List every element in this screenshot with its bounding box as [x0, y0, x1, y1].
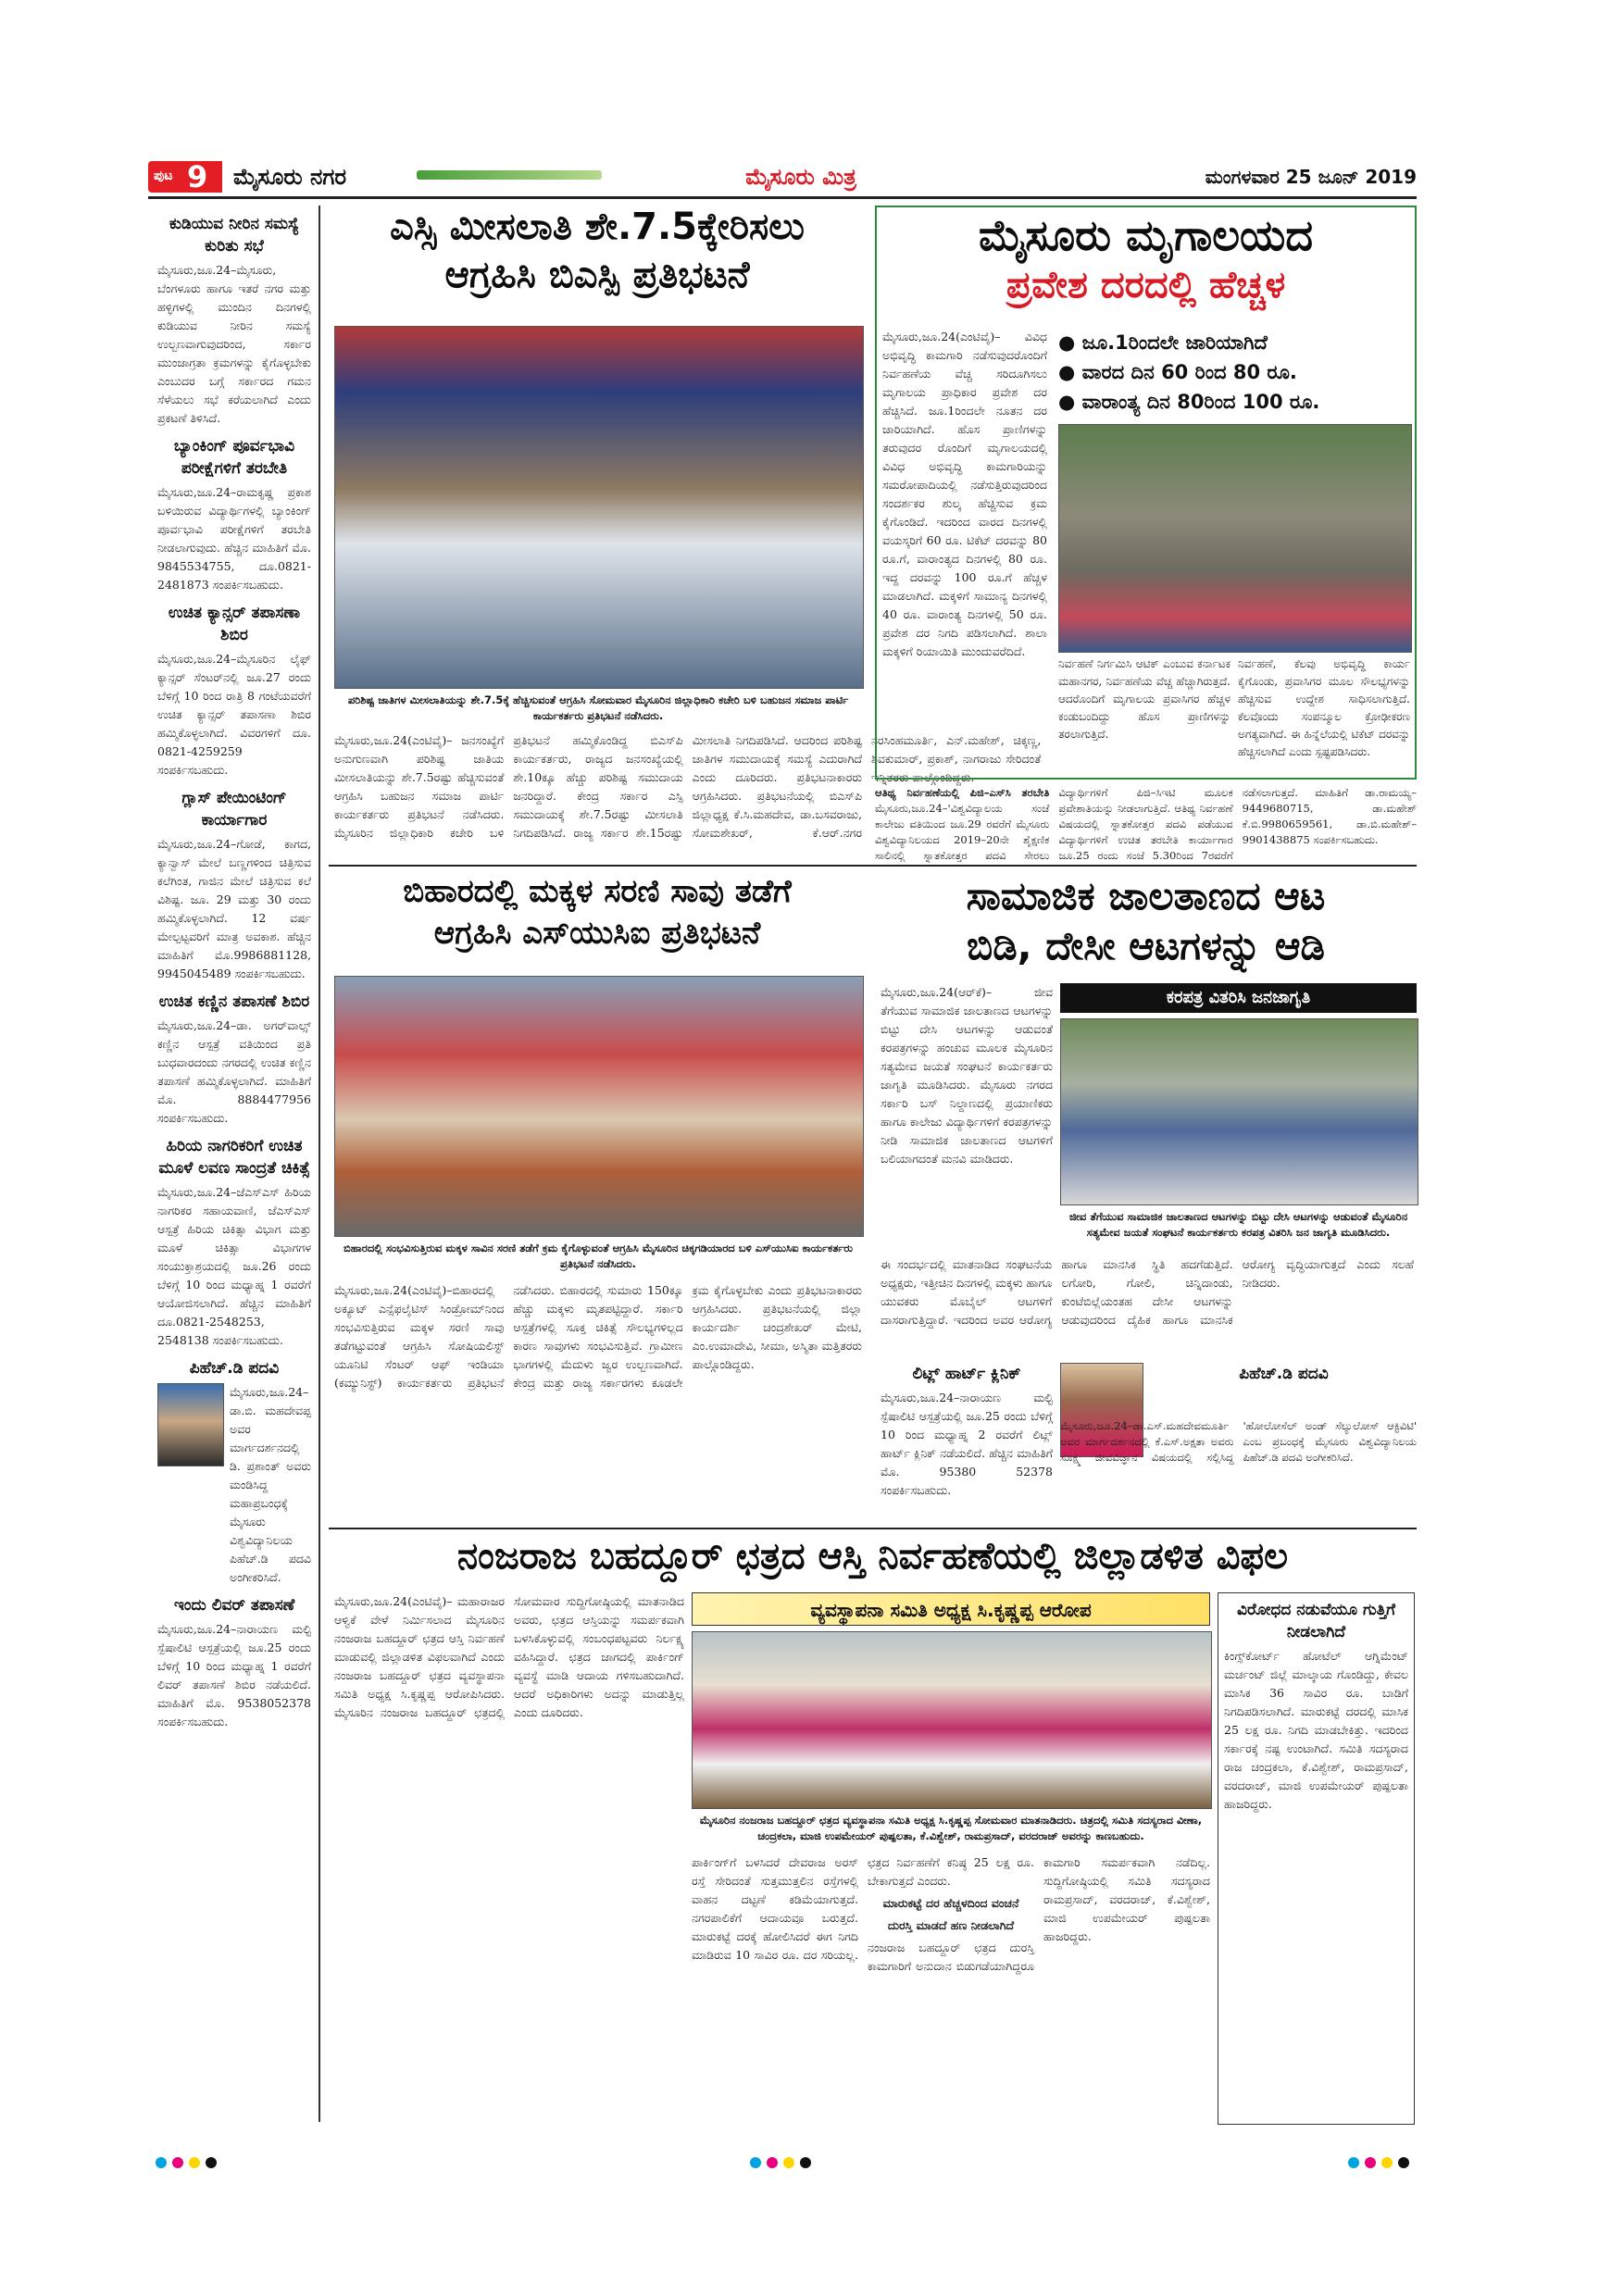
page-number-badge: [148, 161, 222, 193]
little-heart-body: ಮೈಸೂರು,ಜೂ.24–ನಾರಾಯಣ ಮಲ್ಟಿ ಸ್ಪೆಷಾಲಿಟಿ ಆಸ್ಪತ್ರೆಯಲ್ಲಿ ಜೂ.25 ರಂದು ಬೆಳಿಗ್ಗೆ 10 ರಿಂದ ಮಧ್ಯಾಹ್ನ 2 ರವರೆಗೆ ಲಿಟ್ಲ್ ಹಾರ್ಟ್ ಕ್ಲಿನಿಕ್ ನಡೆಯಲಿದೆ. ಹೆಚ್ಚಿನ ಮಾಹಿತಿಗೆ ಮೊ. 95380 52378 ಸಂಪರ್ಕಿಸಬಹುದು.: [881, 1391, 1053, 1497]
brief-item: [157, 1594, 311, 1731]
registration-dot-yellow: [1381, 2157, 1393, 2168]
games-body-left: ಮೈಸೂರು,ಜೂ.24(ಆರ್‌ಕೆ)– ಜೀವ ತೆಗೆಯುವ ಸಾಮಾಜಿಕ ಜಾಲತಾಣದ ಆಟಗಳನ್ನು ಬಿಟ್ಟು ದೇಸಿ ಆಟಗಳನ್ನು ಆಡುವಂತೆ ಕರಪತ್ರಗಳನ್ನು ಹಂಚುವ ಮೂಲಕ ಮೈಸೂರಿನ ಸತ್ಯಮೇವ ಜಯತೆ ಸಂಘಟನೆ ಕಾರ್ಯಕರ್ತರು ಜಾಗೃತಿ ಮೂಡಿಸಿದರು. ಮೈಸೂರು ನಗರದ ಸರ್ಕಾರಿ ಬಸ್ ನಿಲ್ದಾಣದಲ್ಲಿ ಪ್ರಯಾಣಿಕರು ಹಾಗೂ ಕಾಲೇಜು ವಿದ್ಯಾರ್ಥಿಗಳಿಗೆ ಕರಪತ್ರಗಳನ್ನು ನೀಡಿ ಸಾಮಾಜಿಕ ಜಾಲತಾಣದ ಆಟಗಳಿಗೆ ಬಲಿಯಾಗದಂತೆ ಮನವಿ ಮಾಡಿದರು.: [881, 985, 1053, 1166]
brief-title: ಉಚಿತ ಕ್ಯಾನ್ಸರ್ ತಪಾಸಣಾ ಶಿಬಿರ: [168, 604, 301, 644]
brief-body: ಮೈಸೂರು,ಜೂ.24–ರಾಮಕೃಷ್ಣ ಪ್ರಕಾಶ ಬಳಿಯಿರುವ ವಿದ್ಯಾರ್ಥಿಗಳಲ್ಲಿ ಬ್ಯಾಂಕಿಂಗ್ ಪೂರ್ವಭಾವಿ ಪರೀಕ್ಷೆಗಳಿಗೆ ತರಬೇತಿ ನೀಡಲಾಗುವುದು. ಹೆಚ್ಚಿನ ಮಾಹಿತಿಗೆ ಮೊ. 9845534755, ದೂ.0821-2481873 ಸಂಪರ್ಕಿಸಬಹುದು.: [157, 485, 311, 592]
registration-dot-black: [800, 2157, 811, 2168]
registration-dot-magenta: [172, 2157, 183, 2168]
brief-body: ಮೈಸೂರು,ಜೂ.24–ನಾರಾಯಣ ಮಲ್ಟಿ ಸ್ಪೆಷಾಲಿಟಿ ಆಸ್ಪತ್ರೆಯಲ್ಲಿ ಜೂ.25 ರಂದು ಬೆಳಿಗ್ಗೆ 10 ರಿಂದ ಮಧ್ಯಾಹ್ನ 1 ರವರೆಗೆ ಲಿವರ್ ತಪಾಸಣೆ ಶಿಬಿರ ನಡೆಯಲಿದೆ. ಮಾಹಿತಿಗೆ ಮೊ. 9538052378 ಸಂಪರ್ಕಿಸಬಹುದು.: [157, 1622, 311, 1728]
brief-item: [157, 435, 311, 594]
brief-title: ಗ್ಲಾಸ್ ಪೇಯಿಂಟಿಂಗ್ ಕಾರ್ಯಾಗಾರ: [181, 789, 287, 830]
header-date: ಮಂಗಳವಾರ 25 ಜೂನ್ 2019: [1205, 166, 1417, 188]
header-green-rule: [417, 170, 602, 180]
left-briefs-column: [157, 206, 320, 2122]
page-label: ಪುಟ: [154, 168, 173, 183]
page-header: [148, 159, 1417, 196]
brief-item: [157, 991, 311, 1128]
zoo-body-right: ನಿರ್ವಹಣೆ, ಕೆಲವು ಅಭಿವೃದ್ಧಿ ಕಾರ್ಯ ಕೈಗೊಂಡು, ಪ್ರವಾಸಿಗರ ಮೂಲ ಸೌಲಭ್ಯಗಳನ್ನು ಹೆಚ್ಚಿಸುವ ಉದ್ದೇಶ ಸಾಧಿಸಲಾಗುತ್ತಿದೆ. ಕೆಲವೊಂದು ಸಂಪನ್ಮೂಲ ಕ್ರೋಢೀಕರಣ ಅಗತ್ಯವಾಗಿದೆ. ಈ ಹಿನ್ನೆಲೆಯಲ್ಲಿ ಟಿಕೆಟ್ ದರವನ್ನು ಹೆಚ್ಚಿಸಲಾಗಿದೆ ಎಂದು ಸ್ಪಷ್ಟಪಡಿಸಿದರು.: [1238, 657, 1410, 758]
brief-title: ಬ್ಯಾಂಕಿಂಗ್ ಪೂರ್ವಭಾವಿ ಪರೀಕ್ಷೆಗಳಿಗೆ ತರಬೇತಿ: [173, 437, 295, 478]
zoo-bullet: ● ವಾರದ ದಿನ 60 ರಿಂದ 80 ರೂ.: [1058, 361, 1297, 383]
registration-dot-yellow: [189, 2157, 200, 2168]
suci-headline-line2: ಆಗ್ರಹಿಸಿ ಎಸ್‌ಯುಸಿಐ ಪ್ರತಿಭಟನೆ: [433, 915, 761, 953]
brief-body: ಮೈಸೂರು,ಜೂ.24–ಜೆಎಸ್‌ಎಸ್ ಹಿರಿಯ ನಾಗರಿಕರ ಸಹಾಯವಾಣಿ, ಜೆಎಸ್‌ಎಸ್ ಆಸ್ಪತ್ರೆ ಹಿರಿಯ ಚಿಕಿತ್ಸಾ ವಿಭಾಗ ಮತ್ತು ಮೂಳೆ ಚಿಕಿತ್ಸಾ ವಿಭಾಗಗಳ ಸಂಯುಕ್ತಾಶ್ರಯದಲ್ಲಿ ಜೂ.26 ರಂದು ಬೆಳಿಗ್ಗೆ 10 ರಿಂದ ಮಧ್ಯಾಹ್ನ 1 ರವರೆಗೆ ಆಯೋಜಿಸಲಾಗಿದೆ. ಹೆಚ್ಚಿನ ಮಾಹಿತಿಗೆ ದೂ.0821-2548253, 2548138 ಸಂಪರ್ಕಿಸಬಹುದು.: [157, 1185, 311, 1347]
zoo-bullet: ● ವಾರಾಂತ್ಯ ದಿನ 80ರಿಂದ 100 ರೂ.: [1058, 391, 1320, 413]
nanjaraja-inline-title: ಮಾರುಕಟ್ಟೆ ದರ ಹೆಚ್ಚಳದಿಂದ ವಂಚನೆ: [882, 1896, 1019, 1910]
games-photo-caption: ಜೀವ ತೆಗೆಯುವ ಸಾಮಾಜಿಕ ಜಾಲತಾಣದ ಆಟಗಳನ್ನು ಬಿಟ್ಟು ದೇಸಿ ಆಟಗಳನ್ನು ಆಡುವಂತೆ ಮೈಸೂರಿನ ಸತ್ಯಮೇವ ಜಯತೆ ಸಂಘಟನೆ ಕಾರ್ಯಕರ್ತರು ಕರಪತ್ರ ವಿತರಿಸಿ ಜನ ಜಾಗೃತಿ ಮೂಡಿಸಿದರು.: [1068, 1210, 1408, 1239]
zoo-body-left: ಮೈಸೂರು,ಜೂ.24(ಎಂಟಿವೈ)– ವಿವಿಧ ಅಭಿವೃದ್ಧಿ ಕಾಮಗಾರಿ ನಡೆಸುವುದರೊಂದಿಗೆ ನಿರ್ವಹಣೆಯ ವೆಚ್ಚ ಸರಿದೂಗಿಸಲು ಮೃಗಾಲಯ ಪ್ರಾಧಿಕಾರ ಪ್ರವೇಶ ದರ ಹೆಚ್ಚಿಸಿದೆ. ಜೂ.1ರಿಂದಲೇ ನೂತನ ದರ ಜಾರಿಯಾಗಿದೆ. ಹೊಸ ಪ್ರಾಣಿಗಳನ್ನು ತರುವುದರ ರೊಂದಿಗೆ ಮೃಗಾಲಯದಲ್ಲಿ ವಿವಿಧ ಅಭಿವೃದ್ಧಿ ಕಾಮಗಾರಿಯನ್ನು ಸಮರೋಪಾದಿಯಲ್ಲಿ ನಡೆಸುತ್ತಿರುವುದರಿಂದ ಸಂದರ್ಶಕರ ಶುಲ್ಕ ಹೆಚ್ಚಿಸುವ ಕ್ರಮ ಕೈಗೊಂಡಿದೆ. ಇದರಿಂದ ವಾರದ ದಿನಗಳಲ್ಲಿ ವಯಸ್ಕರಿಗೆ 60 ರೂ. ಟಿಕೆಟ್ ದರವನ್ನು 80 ರೂ.ಗೆ, ವಾರಾಂತ್ಯದ ದಿನಗಳಲ್ಲಿ 80 ರೂ. ಇದ್ದ ದರವನ್ನು 100 ರೂ.ಗೆ ಹೆಚ್ಚಳ ಮಾಡಲಾಗಿದೆ. ಮಕ್ಕಳಿಗೆ ಸಾಮಾನ್ಯ ದಿನಗಳಲ್ಲಿ 40 ರೂ. ವಾರಾಂತ್ಯ ದಿನಗಳಲ್ಲಿ 50 ರೂ. ಪ್ರವೇಶ ದರ ನಿಗದಿ ಪಡಿಸಲಾಗಿದೆ. ಶಾಲಾ ಮಕ್ಕಳಿಗೆ ರಿಯಾಯಿತಿ ಮುಂದುವರೆದಿದೆ.: [882, 330, 1047, 658]
zoo-caption-body: ನಿರ್ವಹಣೆ ನಿರ್ಗಮಿಸಿ ಆಟಿಕ್ ಎಂಬುವ ಕರ್ನಾಟಕ ಮಹಾನಗರ, ನಿರ್ವಹಣೆಯ ವೆಚ್ಚ ಹೆಚ್ಚಾಗಿರುತ್ತದೆ. ಆದರೊಂದಿಗೆ ಮೃಗಾಲಯ ಪ್ರವಾಸಿಗರ ಹೆಚ್ಚಳ ಕಂಡುಬಂದಿದ್ದು ಹೊಸ ಪ್ರಾಣಿಗಳನ್ನು ತರಲಾಗುತ್ತಿದೆ.: [1058, 657, 1230, 741]
nanjaraja-press-photo: [692, 1631, 1212, 1809]
phd-right-body: ಮೈಸೂರು,ಜೂ.24–ಡಾ.ಎಸ್.ಮಹದೇವಮೂರ್ತಿ ಅವರ ಮಾರ್ಗದರ್ಶನದಲ್ಲಿ ಕೆ.ಎಸ್.ಅಕ್ಷತಾ ಅವರು ಸೂಕ್ಷ್ಮ ಜೀವವಿಜ್ಞಾನ ವಿಷಯದಲ್ಲಿ ಸಲ್ಲಿಸಿದ್ದ 'ಹೋಲೋಸೆಲ್ ಅಂಡ್ ಸೆಲ್ಯುಲೋಸ್ ಆಕ್ಟಿವಿಟಿ' ಎಂಬ ಪ್ರಬಂಧಕ್ಕೆ ಮೈಸೂರು ವಿಶ್ವವಿದ್ಯಾನಿಲಯ ಪಿಹೆಚ್.ಡಿ ಪದವಿ ಅಂಗೀಕರಿಸಿದೆ.: [1060, 1419, 1417, 1464]
brief-body: ಮೈಸೂರು,ಜೂ.24–ಮೈಸೂರಿನ ಲೈಫ್ ಕ್ಯಾನ್ಸರ್ ಸೆಂಟರ್‌ನಲ್ಲಿ ಜೂ.27 ರಂದು ಬೆಳಿಗ್ಗೆ 10 ರಿಂದ ರಾತ್ರಿ 8 ಗಂಟೆಯವರೆಗೆ ಉಚಿತ ಕ್ಯಾನ್ಸರ್ ತಪಾಸಣಾ ಶಿಬಿರ ಹಮ್ಮಿಕೊಳ್ಳಲಾಗಿದೆ. ವಿವರಗಳಿಗೆ ದೂ. 0821-4259259 ಸಂಪರ್ಕಿಸಬಹುದು.: [157, 652, 311, 777]
brief-body: ಮೈಸೂರು,ಜೂ.24–ಡಾ. ಅಗರ್‌ವಾಲ್ಸ್ ಕಣ್ಣಿನ ಆಸ್ಪತ್ರೆ ವತಿಯಿಂದ ಪ್ರತಿ ಬುಧವಾರದಂದು ನಗರದಲ್ಲಿ ಉಚಿತ ಕಣ್ಣಿನ ತಪಾಸಣೆ ಹಮ್ಮಿಕೊಳ್ಳಲಾಗಿದೆ. ಮಾಹಿತಿಗೆ ಮೊ. 8884477956 ಸಂಪರ್ಕಿಸಬಹುದು.: [157, 1018, 311, 1125]
bsp-protest-photo: [334, 326, 864, 689]
suci-photo-caption: ಬಿಹಾರದಲ್ಲಿ ಸಂಭವಿಸುತ್ತಿರುವ ಮಕ್ಕಳ ಸಾವಿನ ಸರಣಿ ತಡೆಗೆ ಕ್ರಮ ಕೈಗೊಳ್ಳುವಂತೆ ಆಗ್ರಹಿಸಿ ಮೈಸೂರಿನ ಚಿಕ್ಕಗಡಿಯಾರದ ಬಳಿ ಎಸ್‌ಯುಸಿಐ ಕಾರ್ಯಕರ್ತರು ಪ್ರತಿಭಟನೆ ನಡೆಸಿದರು.: [343, 1242, 853, 1270]
registration-dot-cyan: [1348, 2157, 1359, 2168]
registration-dot-black: [1398, 2157, 1409, 2168]
pgcet-title: ಆತಿಥ್ಯ ನಿರ್ವಹಣೆಯಲ್ಲಿ ಪಿಜಿ–ಎಸ್‌ಸಿ ತರಬೇತಿ: [875, 786, 1050, 799]
portrait-photo: [157, 1383, 224, 1466]
bsp-photo-caption: ಪರಿಶಿಷ್ಟ ಜಾತಿಗಳ ಮೀಸಲಾತಿಯನ್ನು ಶೇ.7.5ಕ್ಕೆ ಹೆಚ್ಚಿಸುವಂತೆ ಆಗ್ರಹಿಸಿ ಸೋಮವಾರ ಮೈಸೂರಿನ ಜಿಲ್ಲಾಧಿಕಾರಿ ಕಚೇರಿ ಬಳಿ ಬಹುಜನ ಸಮಾಜ ಪಾರ್ಟಿ ಕಾರ್ಯಕರ್ತರು ಪ್ರತಿಭಟನೆ ನಡೆಸಿದರು.: [347, 693, 849, 722]
bsp-headline-line2: ಆಗ್ರಹಿಸಿ ಬಿಎಸ್ಪಿ ಪ್ರತಿಭಟನೆ: [444, 254, 750, 296]
registration-dot-cyan: [156, 2157, 167, 2168]
suci-body: ಮೈಸೂರು,ಜೂ.24(ಎಂಟಿವೈ)–ಬಿಹಾರದಲ್ಲಿ ಅಕ್ಯೂಟ್ ಎನ್ಸೆಫಲೈಟಿಸ್ ಸಿಂಡ್ರೋಮ್‌ನಿಂದ ಸಂಭವಿಸುತ್ತಿರುವ ಮಕ್ಕಳ ಸರಣಿ ಸಾವು ತಡೆಗಟ್ಟುವಂತೆ ಆಗ್ರಹಿಸಿ ಸೋಷಿಯಲಿಸ್ಟ್ ಯೂನಿಟಿ ಸೆಂಟರ್ ಆಫ್ ಇಂಡಿಯಾ (ಕಮ್ಯುನಿಸ್ಟ್) ಕಾರ್ಯಕರ್ತರು ಪ್ರತಿಭಟನೆ ನಡೆಸಿದರು. ಬಿಹಾರದಲ್ಲಿ ಸುಮಾರು 150ಕ್ಕೂ ಹೆಚ್ಚು ಮಕ್ಕಳು ಮೃತಪಟ್ಟಿದ್ದಾರೆ. ಸರ್ಕಾರಿ ಆಸ್ಪತ್ರೆಗಳಲ್ಲಿ ಸೂಕ್ತ ಚಿಕಿತ್ಸೆ ಸೌಲಭ್ಯಗಳಿಲ್ಲದ ಕಾರಣ ಸಾವುಗಳು ಸಂಭವಿಸುತ್ತಿವೆ. ಗ್ರಾಮೀಣ ಭಾಗಗಳಲ್ಲಿ ಮೆದುಳು ಜ್ವರ ಉಲ್ಬಣವಾಗಿದೆ. ಕೇಂದ್ರ ಮತ್ತು ರಾಜ್ಯ ಸರ್ಕಾರಗಳು ಕೂಡಲೇ ಕ್ರಮ ಕೈಗೊಳ್ಳಬೇಕು ಎಂದು ಪ್ರತಿಭಟನಾಕಾರರು ಆಗ್ರಹಿಸಿದರು. ಪ್ರತಿಭಟನೆಯಲ್ಲಿ ಜಿಲ್ಲಾ ಕಾರ್ಯದರ್ಶಿ ಚಂದ್ರಶೇಖರ್ ಮೇಟಿ, ಎಂ.ಉಮಾದೇವಿ, ಸೀಮಾ, ಅಸ್ಮಿತಾ ಮತ್ತಿತರರು ಪಾಲ್ಗೊಂಡಿದ್ದರು.: [334, 1283, 862, 1390]
games-headline-line2: ಬಿಡಿ, ದೇಸೀ ಆಟಗಳನ್ನು ಆಡಿ: [966, 923, 1326, 969]
nanjaraja-subbanner: ವ್ಯವಸ್ಥಾಪನಾ ಸಮಿತಿ ಅಧ್ಯಕ್ಷ ಸಿ.ಕೃಷ್ಣಪ್ಪ ಆರೋಪ: [692, 1592, 1210, 1626]
games-subbanner: ಕರಪತ್ರ ವಿತರಿಸಿ ಜನಜಾಗೃತಿ: [1060, 983, 1417, 1013]
registration-dot-cyan: [750, 2157, 761, 2168]
bsp-body: ಮೈಸೂರು,ಜೂ.24(ಎಂಟಿವೈ)– ಜನಸಂಖ್ಯೆಗೆ ಅನುಗುಣವಾಗಿ ಪರಿಶಿಷ್ಟ ಜಾತಿಯ ಮೀಸಲಾತಿಯನ್ನು ಶೇ.7.5ರಷ್ಟು ಹೆಚ್ಚಿಸುವಂತೆ ಆಗ್ರಹಿಸಿ ಬಹುಜನ ಸಮಾಜ ಪಾರ್ಟಿ ಕಾರ್ಯಕರ್ತರು ಪ್ರತಿಭಟನೆ ನಡೆಸಿದರು. ಮೈಸೂರಿನ ಜಿಲ್ಲಾಧಿಕಾರಿ ಕಚೇರಿ ಬಳಿ ಪ್ರತಿಭಟನೆ ಹಮ್ಮಿಕೊಂಡಿದ್ದ ಬಿಎಸ್‌ಪಿ ಕಾರ್ಯಕರ್ತರು, ರಾಜ್ಯದ ಜನಸಂಖ್ಯೆಯಲ್ಲಿ ಶೇ.10ಕ್ಕೂ ಹೆಚ್ಚು ಪರಿಶಿಷ್ಟ ಸಮುದಾಯ ಜನರಿದ್ದಾರೆ. ಕೇಂದ್ರ ಸರ್ಕಾರ ಎಸ್ಸಿ ಸಮುದಾಯಕ್ಕೆ ಶೇ.7.5ರಷ್ಟು ಮೀಸಲಾತಿ ನಿಗದಿಪಡಿಸಿದೆ. ರಾಜ್ಯ ಸರ್ಕಾರ ಶೇ.15ರಷ್ಟು ಮೀಸಲಾತಿ ನಿಗದಿಪಡಿಸಿದೆ. ಆದರಿಂದ ಪರಿಶಿಷ್ಟ ಜಾತಿಗಳ ಸಮುದಾಯಕ್ಕೆ ಸಮಸ್ಯೆ ಎದುರಾಗಿದೆ ಎಂದು ದೂರಿದರು. ಪ್ರತಿಭಟನಾಕಾರರು ಆಗ್ರಹಿಸಿದರು. ಪ್ರತಿಭಟನೆಯಲ್ಲಿ ಬಿಎಸ್‌ಪಿ ಜಿಲ್ಲಾಧ್ಯಕ್ಷ ಕೆ.ಸಿ.ಮಹದೇವ, ಡಾ.ಬಸವರಾಜು, ಸೋಮಶೇಖರ್, ಕೆ.ಆರ್.ನಗರ ನರಸಿಂಹಮೂರ್ತಿ, ಎನ್.ಮಹೇಶ್, ಚಿಕ್ಕಣ್ಣ, ಶಿವಕುಮಾರ್, ಪ್ರಕಾಶ್, ನಾಗರಾಜು ಸೇರಿದಂತೆ ಇನ್ನಿತರರು ಪಾಲ್ಗೊಂಡಿದ್ದರು.: [334, 733, 1042, 840]
brief-title: ಪಿಹೆಚ್.ಡಿ ಪದವಿ: [189, 1359, 280, 1378]
nanjaraja-story: [329, 1535, 1417, 2128]
suci-headline-line1: ಬಿಹಾರದಲ್ಲಿ ಮಕ್ಕಳ ಸರಣಿ ಸಾವು ತಡೆಗೆ: [403, 873, 792, 910]
section-title: ಮೈಸೂರು ನಗರ: [233, 164, 347, 190]
pgcet-brief: [875, 785, 1417, 862]
nanjaraja-body-left: ಮೈಸೂರು,ಜೂ.24(ಎಂಟಿವೈ)– ಮಹಾರಾಜರ ಆಳ್ವಿಕೆ ವೇಳೆ ನಿರ್ಮಿಸಲಾದ ಮೈಸೂರಿನ ನಂಜರಾಜ ಬಹದ್ದೂರ್ ಛತ್ರದ ಆಸ್ತಿ ನಿರ್ವಹಣೆ ಮಾಡುವಲ್ಲಿ ಜಿಲ್ಲಾಡಳಿತ ವಿಫಲವಾಗಿದೆ ಎಂದು ನಂಜರಾಜ ಬಹದ್ದೂರ್ ಛತ್ರದ ವ್ಯವಸ್ಥಾಪನಾ ಸಮಿತಿ ಅಧ್ಯಕ್ಷ ಸಿ.ಕೃಷ್ಣಪ್ಪ ಆರೋಪಿಸಿದರು. ಮೈಸೂರಿನ ನಂಜರಾಜ ಬಹದ್ದೂರ್ ಛತ್ರದಲ್ಲಿ ಸೋಮವಾರ ಸುದ್ದಿಗೋಷ್ಠಿಯಲ್ಲಿ ಮಾತನಾಡಿದ ಅವರು, ಛತ್ರದ ಆಸ್ತಿಯನ್ನು ಸಮರ್ಪಕವಾಗಿ ಬಳಸಿಕೊಳ್ಳುವಲ್ಲಿ ಸಂಬಂಧಪಟ್ಟವರು ನಿರ್ಲಕ್ಷ್ಯ ವಹಿಸಿದ್ದಾರೆ. ಛತ್ರದ ಜಾಗದಲ್ಲಿ ಪಾರ್ಕಿಂಗ್ ವ್ಯವಸ್ಥೆ ಮಾಡಿ ಆದಾಯ ಗಳಿಸಬಹುದಾಗಿದೆ. ಆದರೆ ಅಧಿಕಾರಿಗಳು ಅದನ್ನು ಮಾಡುತ್ತಿಲ್ಲ ಎಂದು ದೂರಿದರು.: [334, 1594, 684, 1719]
nanjaraja-body-far-text: ನಂಜರಾಜ ಬಹದ್ದೂರ್ ಛತ್ರದ ದುರಸ್ತಿ ಕಾಮಗಾರಿಗೆ ಅನುದಾನ ಬಿಡುಗಡೆಯಾಗಿದ್ದರೂ ಕಾಮಗಾರಿ ಸಮರ್ಪಕವಾಗಿ ನಡೆದಿಲ್ಲ. ಸುದ್ದಿಗೋಷ್ಠಿಯಲ್ಲಿ ಸಮಿತಿ ಸದಸ್ಯರಾದ ರಾಮಪ್ರಸಾದ್, ವರದರಾಜ್, ಕೆ.ವಿಶ್ವೇಶ್, ಮಾಜಿ ಉಪಮೇಯರ್ ಪುಷ್ಪಲತಾ ಹಾಜರಿದ್ದರು.: [868, 1855, 1210, 1973]
brief-title: ಇಂದು ಲಿವರ್ ತಪಾಸಣೆ: [173, 1596, 295, 1615]
games-body-bottom: ಈ ಸಂದರ್ಭದಲ್ಲಿ ಮಾತನಾಡಿದ ಸಂಘಟನೆಯ ಅಧ್ಯಕ್ಷರು, ಇತ್ತೀಚಿನ ದಿನಗಳಲ್ಲಿ ಮಕ್ಕಳು ಹಾಗೂ ಯುವಕರು ಮೊಬೈಲ್ ಆಟಗಳಿಗೆ ದಾಸರಾಗುತ್ತಿದ್ದಾರೆ. ಇದರಿಂದ ಅವರ ಆರೋಗ್ಯ ಹಾಗೂ ಮಾನಸಿಕ ಸ್ಥಿತಿ ಹದಗೆಡುತ್ತಿದೆ. ಲಗೋರಿ, ಗೋಲಿ, ಚಿನ್ನಿದಾಂಡು, ಕುಂಟೆಬಿಲ್ಲೆಯಂತಹ ದೇಸೀ ಆಟಗಳನ್ನು ಆಡುವುದರಿಂದ ದೈಹಿಕ ಹಾಗೂ ಮಾನಸಿಕ ಆರೋಗ್ಯ ವೃದ್ಧಿಯಾಗುತ್ತದೆ ಎಂದು ಸಲಹೆ ನೀಡಿದರು.: [881, 1257, 1414, 1327]
games-headline-line1: ಸಾಮಾಜಿಕ ಜಾಲತಾಣದ ಆಟ: [966, 873, 1326, 918]
zoo-headline-line2: ಪ್ರವೇಶ ದರದಲ್ಲಿ ಹೆಚ್ಚಳ: [1006, 263, 1286, 306]
brief-body: ಮೈಸೂರು,ಜೂ.24–ಡಾ.ಬಿ. ಮಹದೇವಪ್ಪ ಅವರ ಮಾರ್ಗದರ್ಶನದಲ್ಲಿ ಡಿ. ಪ್ರಶಾಂತ್ ಅವರು ಮಂಡಿಸಿದ್ದ ಮಹಾಪ್ರಬಂಧಕ್ಕೆ ಮೈಸೂರು ವಿಶ್ವವಿದ್ಯಾನಿಲಯ ಪಿಹೆಚ್.ಡಿ ಪದವಿ ಅಂಗೀಕರಿಸಿದೆ.: [230, 1385, 311, 1584]
protest-box: [1218, 1592, 1415, 2125]
brief-item: [157, 1135, 311, 1350]
zoo-story: [875, 206, 1417, 780]
protest-box-title: ವಿರೋಧದ ನಡುವೆಯೂ ಗುತ್ತಿಗೆ ನೀಡಲಾಗಿದೆ: [1237, 1601, 1395, 1641]
games-story: [875, 874, 1417, 1522]
brief-body: ಮೈಸೂರು,ಜೂ.24–ಗೋಡೆ, ಕಾಗದ, ಕ್ಯಾನ್ವಾಸ್ ಮೇಲೆ ಬಣ್ಣಗಳಿಂದ ಚಿತ್ರಿಸುವ ಕಲೆಗಿಂತ, ಗಾಜಿನ ಮೇಲೆ ಚಿತ್ರಿಸುವ ಕಲೆ ವಿಶಿಷ್ಟ. ಜೂ. 29 ಮತ್ತು 30 ರಂದು ಹಮ್ಮಿಕೊಳ್ಳಲಾಗಿದೆ. 12 ವರ್ಷ ಮೇಲ್ಪಟ್ಟವರಿಗೆ ಮಾತ್ರ ಅವಕಾಶ. ಹೆಚ್ಚಿನ ಮಾಹಿತಿಗೆ ಮೊ.9986881128, 9945045489 ಸಂಪರ್ಕಿಸಬಹುದು.: [157, 837, 311, 980]
zoo-entrance-photo: [1058, 424, 1412, 653]
phd-right-brief: [1060, 1363, 1417, 1520]
games-awareness-photo: [1060, 1018, 1418, 1205]
suci-protest-photo: [334, 976, 864, 1237]
pgcet-text: ಮೈಸೂರು,ಜೂ.24–'ವಿಶ್ವವಿದ್ಯಾಲಯ ಸಂಜೆ ಕಾಲೇಜು ವತಿಯಿಂದ ಜೂ.29 ರವರೆಗೆ ಮೈಸೂರು ವಿಶ್ವವಿದ್ಯಾನಿಲಯದ 2019–20ನೇ ಶೈಕ್ಷಣಿಕ ಸಾಲಿನಲ್ಲಿ ಸ್ನಾತಕೋತ್ತರ ಪದವಿ ಸೇರಲು ವಿದ್ಯಾರ್ಥಿಗಳಿಗೆ ಪಿಜಿ–ಸಿಇಟಿ ಮೂಲಕ ಪ್ರವೇಶಾತಿಯನ್ನು ನೀಡಲಾಗುತ್ತಿದೆ. ಆತಿಥ್ಯ ನಿರ್ವಹಣೆ ವಿಷಯದಲ್ಲಿ ಸ್ನಾತಕೋತ್ತರ ಪದವಿ ಪಡೆಯುವ ವಿದ್ಯಾರ್ಥಿಗಳಿಗೆ ಉಚಿತ ತರಬೇತಿ ಕಾರ್ಯಾಗಾರ ಜೂ.25 ರಂದು ಸಂಜೆ 5.30ರಿಂದ 7ರವರೆಗೆ ನಡೆಸಲಾಗುತ್ತದೆ. ಮಾಹಿತಿಗೆ ಡಾ.ರಾಮಯ್ಯ–9449680715, ಡಾ.ಮಹೇಶ್ ಕೆ.ಬಿ.9980659561, ಡಾ.ಬಿ.ಮಹೇಶ್–9901438875 ಸಂಪರ್ಕಿಸಬಹುದು.: [875, 786, 1417, 862]
phd-right-title: ಪಿಹೆಚ್.ಡಿ ಪದವಿ: [1239, 1365, 1329, 1383]
registration-dot-black: [206, 2157, 217, 2168]
nanjaraja-headline: ನಂಜರಾಜ ಬಹದ್ದೂರ್ ಛತ್ರದ ಆಸ್ತಿ ನಿರ್ವಹಣೆಯಲ್ಲಿ ಜಿಲ್ಲಾಡಳಿತ ವಿಫಲ: [456, 1535, 1289, 1578]
nanjaraja-body-right-text: ಪಾರ್ಕಿಂಗ್‌ಗೆ ಬಳಸಿದರೆ ದೇವರಾಜ ಅರಸ್ ರಸ್ತೆ ಸೇರಿದಂತೆ ಸುತ್ತಮುತ್ತಲಿನ ರಸ್ತೆಗಳಲ್ಲಿ ವಾಹನ ದಟ್ಟಣೆ ಕಡಿಮೆಯಾಗುತ್ತದೆ. ನಗರಪಾಲಿಕೆಗೆ ಆದಾಯವೂ ಬರುತ್ತದೆ. ಮಾರುಕಟ್ಟೆ ದರಕ್ಕೆ ಹೋಲಿಸಿದರೆ ಈಗ ನಿಗದಿ ಮಾಡಿರುವ 10 ಸಾವಿರ ರೂ. ದರ ಸರಿಯಲ್ಲ. ಛತ್ರದ ನಿರ್ವಹಣೆಗೆ ಕನಿಷ್ಠ 25 ಲಕ್ಷ ರೂ. ಬೇಕಾಗುತ್ತದೆ ಎಂದರು.: [692, 1855, 1034, 1962]
registration-dot-magenta: [1365, 2157, 1376, 2168]
brief-item: [157, 1357, 311, 1587]
page-number: 9: [187, 159, 208, 194]
registration-dot-magenta: [767, 2157, 778, 2168]
registration-dot-yellow: [783, 2157, 794, 2168]
nanjaraja-photo-caption: ಮೈಸೂರಿನ ನಂಜರಾಜ ಬಹದ್ದೂರ್ ಛತ್ರದ ವ್ಯವಸ್ಥಾಪನಾ ಸಮಿತಿ ಅಧ್ಯಕ್ಷ ಸಿ.ಕೃಷ್ಣಪ್ಪ ಸೋಮವಾರ ಮಾತನಾಡಿದರು. ಚಿತ್ರದಲ್ಲಿ ಸಮಿತಿ ಸದಸ್ಯರಾದ ವೀಣಾ, ಚಂದ್ರಕಲಾ, ಮಾಜಿ ಉಪಮೇಯರ್ ಪುಷ್ಪಲತಾ, ಕೆ.ವಿಶ್ವೇಶ್, ರಾಮಪ್ರಸಾದ್, ವರದರಾಜ್ ಅವರನ್ನು ಕಾಣಬಹುದು.: [699, 1814, 1203, 1842]
brief-item: [157, 787, 311, 983]
pgcet-body: [875, 785, 1417, 864]
protest-box-body: ಕಿಂಗ್ಸ್‌ಕೋರ್ಟ್ ಹೋಟೆಲ್ ಆಗ್ನಿಮೆಂಟ್ ಮರ್ಚಂಟ್ ಜಿಲ್ಲೆ ಮಾಲ್ಕಾಯ ಗೊಂಡಿದ್ದು, ಕೇವಲ ಮಾಸಿಕ 36 ಸಾವಿರ ರೂ. ಬಾಡಿಗೆ ನಿಗದಿಪಡಿಸಲಾಗಿದೆ. ಮಾರುಕಟ್ಟೆ ದರದಲ್ಲಿ ಮಾಸಿಕ 25 ಲಕ್ಷ ರೂ. ನಿಗದಿ ಮಾಡಬೇಕಿತ್ತು. ಇದರಿಂದ ಸರ್ಕಾರಕ್ಕೆ ನಷ್ಟ ಉಂಟಾಗಿದೆ. ಸಮಿತಿ ಸದಸ್ಯರಾದ ರಾಜ ಚಂದ್ರಕಲಾ, ಕೆ.ವಿಶ್ವೇಶ್, ರಾಮಪ್ರಸಾದ್, ವರದರಾಜ್, ಮಾಜಿ ಉಪಮೇಯರ್ ಪುಷ್ಪಲತಾ ಹಾಜರಿದ್ದರು.: [1224, 1649, 1408, 1811]
nanjaraja-inline-title: ದುರಸ್ತಿ ಮಾಡದೆ ಹಣ ನೀಡಲಾಗಿದೆ: [887, 1918, 1015, 1932]
zoo-bullets: [1058, 328, 1410, 417]
mid-divider-2: [329, 1528, 1417, 1529]
brief-body: ಮೈಸೂರು,ಜೂ.24–ಮೈಸೂರು, ಬೆಂಗಳೂರು ಹಾಗೂ ಇತರೆ ನಗರ ಮತ್ತು ಹಳ್ಳಿಗಳಲ್ಲಿ ಮುಂದಿನ ದಿನಗಳಲ್ಲಿ ಕುಡಿಯುವ ನೀರಿನ ಸಮಸ್ಯೆ ಉಲ್ಬಣವಾಗುವುದರಿಂದ, ಸರ್ಕಾರ ಮುಂಜಾಗ್ರತಾ ಕ್ರಮಗಳನ್ನು ಕೈಗೊಳ್ಳಬೇಕು ಎಂಬುದರ ಬಗ್ಗೆ ಸರ್ಕಾರದ ಗಮನ ಸೆಳೆಯಲು ಸಭೆ ಕರೆಯಲಾಗಿದೆ ಎಂದು ಪ್ರಕಟಣೆ ತಿಳಿಸಿದೆ.: [157, 263, 311, 425]
bsp-headline-line1: ಎಸ್ಸಿ ಮೀಸಲಾತಿ ಶೇ.7.5ಕ್ಕೇರಿಸಲು: [390, 206, 805, 248]
suci-story: [329, 874, 866, 1522]
brief-item: [157, 602, 311, 780]
brief-item: [157, 213, 311, 428]
zoo-bullet: ● ಜೂ.1ರಿಂದಲೇ ಜಾರಿಯಾಗಿದೆ: [1058, 331, 1268, 354]
masthead-logo: ಮೈಸೂರು ಮಿತ್ರ: [745, 163, 856, 190]
little-heart-brief: [881, 1363, 1053, 1520]
brief-title: ಕುಡಿಯುವ ನೀರಿನ ಸಮಸ್ಯೆ ಕುರಿತು ಸಭೆ: [169, 215, 300, 256]
nanjaraja-body-right: [692, 1853, 1210, 2124]
little-heart-title: ಲಿಟ್ಲ್ ಹಾರ್ಟ್ ಕ್ಲಿನಿಕ್: [912, 1365, 1021, 1383]
brief-title: ಹಿರಿಯ ನಾಗರಿಕರಿಗೆ ಉಚಿತ ಮೂಳೆ ಲವಣ ಸಾಂದ್ರತೆ ಚಿಕಿತ್ಸೆ: [158, 1137, 310, 1178]
brief-title: ಉಚಿತ ಕಣ್ಣಿನ ತಪಾಸಣೆ ಶಿಬಿರ: [158, 992, 310, 1011]
zoo-headline-line1: ಮೈಸೂರು ಮೃಗಾಲಯದ: [978, 210, 1314, 260]
mid-divider-1: [329, 865, 1417, 867]
header-bottom-rule: [148, 196, 1417, 199]
